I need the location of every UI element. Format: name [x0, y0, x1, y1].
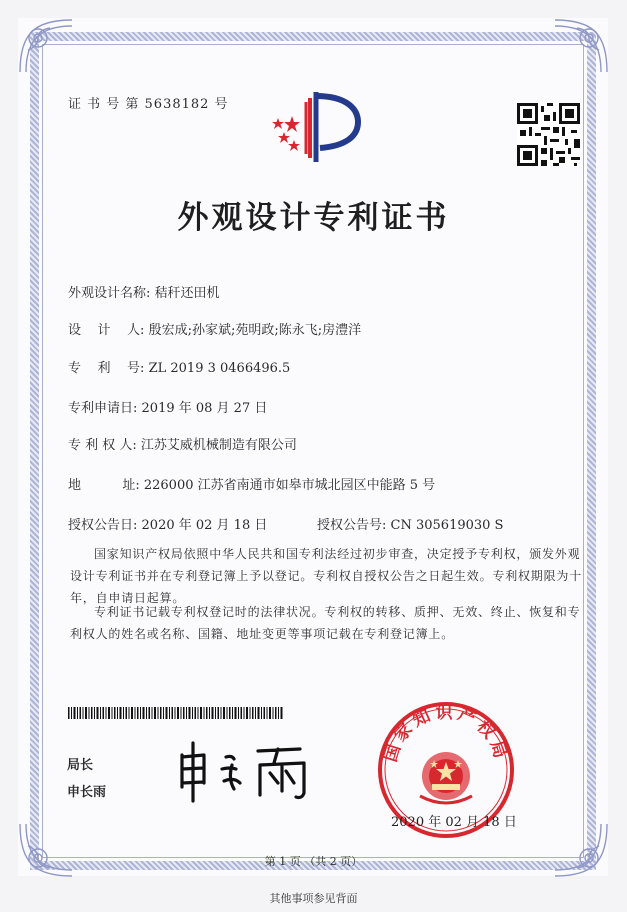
address-label: 地 址: [68, 478, 140, 493]
seal-date: 2020 年 02 月 18 日 [391, 815, 517, 830]
legal-status-paragraph: 专利证书记载专利权登记时的法律状况。专利权的转移、质押、无效、终止、恢复和专利权人的姓名或名称、国籍、地址变更等事项记载在专利登记簿上。 [70, 605, 581, 641]
design-name-value: 秸秆还田机 [154, 286, 220, 301]
grant-number-field [317, 514, 503, 533]
designers-label: 设 计 人: [68, 323, 145, 338]
designers-value: 殷宏成;孙家斌;苑明政;陈永飞;房澧洋 [148, 323, 362, 338]
patentee-label: 专 利 权 人: [68, 438, 137, 453]
grant-date-label: 授权公告日: [68, 518, 138, 533]
designers-field [68, 319, 361, 338]
grant-date-value: 2020 年 02 月 18 日 [141, 518, 268, 533]
address-field [68, 474, 435, 493]
barcode-icon [68, 704, 283, 716]
application-date-value: 2019 年 08 月 27 日 [141, 401, 268, 416]
grant-statement-paragraph: 国家知识产权局依照中华人民共和国专利法经过初步审查，决定授予专利权，颁发外观设计专利证书并在专利登记簿上予以登记。专利权自授权公告之日起生效。专利权期限为十年，自申请日起算。 [70, 547, 583, 605]
qr-code-icon [517, 103, 580, 166]
director-title: 局长 [67, 757, 94, 772]
patent-number-value: ZL 2019 3 0466496.5 [148, 361, 291, 376]
corner-ornament-icon [549, 818, 613, 882]
certificate-number: 证 书 号 第 5638182 号 [68, 97, 229, 112]
application-date-label: 专利申请日: [68, 401, 138, 416]
design-name-field [68, 282, 220, 301]
corner-ornament-icon [14, 14, 78, 78]
seal-text: 国家知识产权局 [380, 703, 512, 765]
page-number: 第 1 页 （共 2 页） [264, 855, 363, 868]
certificate-title: 外观设计专利证书 [177, 200, 450, 236]
patent-number-label: 专 利 号: [68, 361, 145, 376]
corner-ornament-icon [14, 818, 78, 882]
address-value: 226000 江苏省南通市如皋市城北园区中能路 5 号 [143, 478, 436, 493]
patent-number-field [68, 357, 290, 376]
grant-number-value: CN 305619030 S [390, 518, 504, 533]
patentee-field [68, 434, 297, 453]
handwritten-signature-icon [174, 735, 324, 805]
corner-ornament-icon [549, 14, 613, 78]
grant-number-label: 授权公告号: [317, 518, 387, 533]
footer-note: 其他事项参见背面 [269, 892, 358, 905]
patentee-value: 江苏艾威机械制造有限公司 [140, 438, 297, 453]
grant-date-field [68, 514, 267, 533]
application-date-field [68, 397, 267, 416]
cnipa-logo-icon [270, 88, 362, 166]
design-name-label: 外观设计名称: [68, 286, 151, 301]
director-name: 申长雨 [67, 784, 107, 799]
